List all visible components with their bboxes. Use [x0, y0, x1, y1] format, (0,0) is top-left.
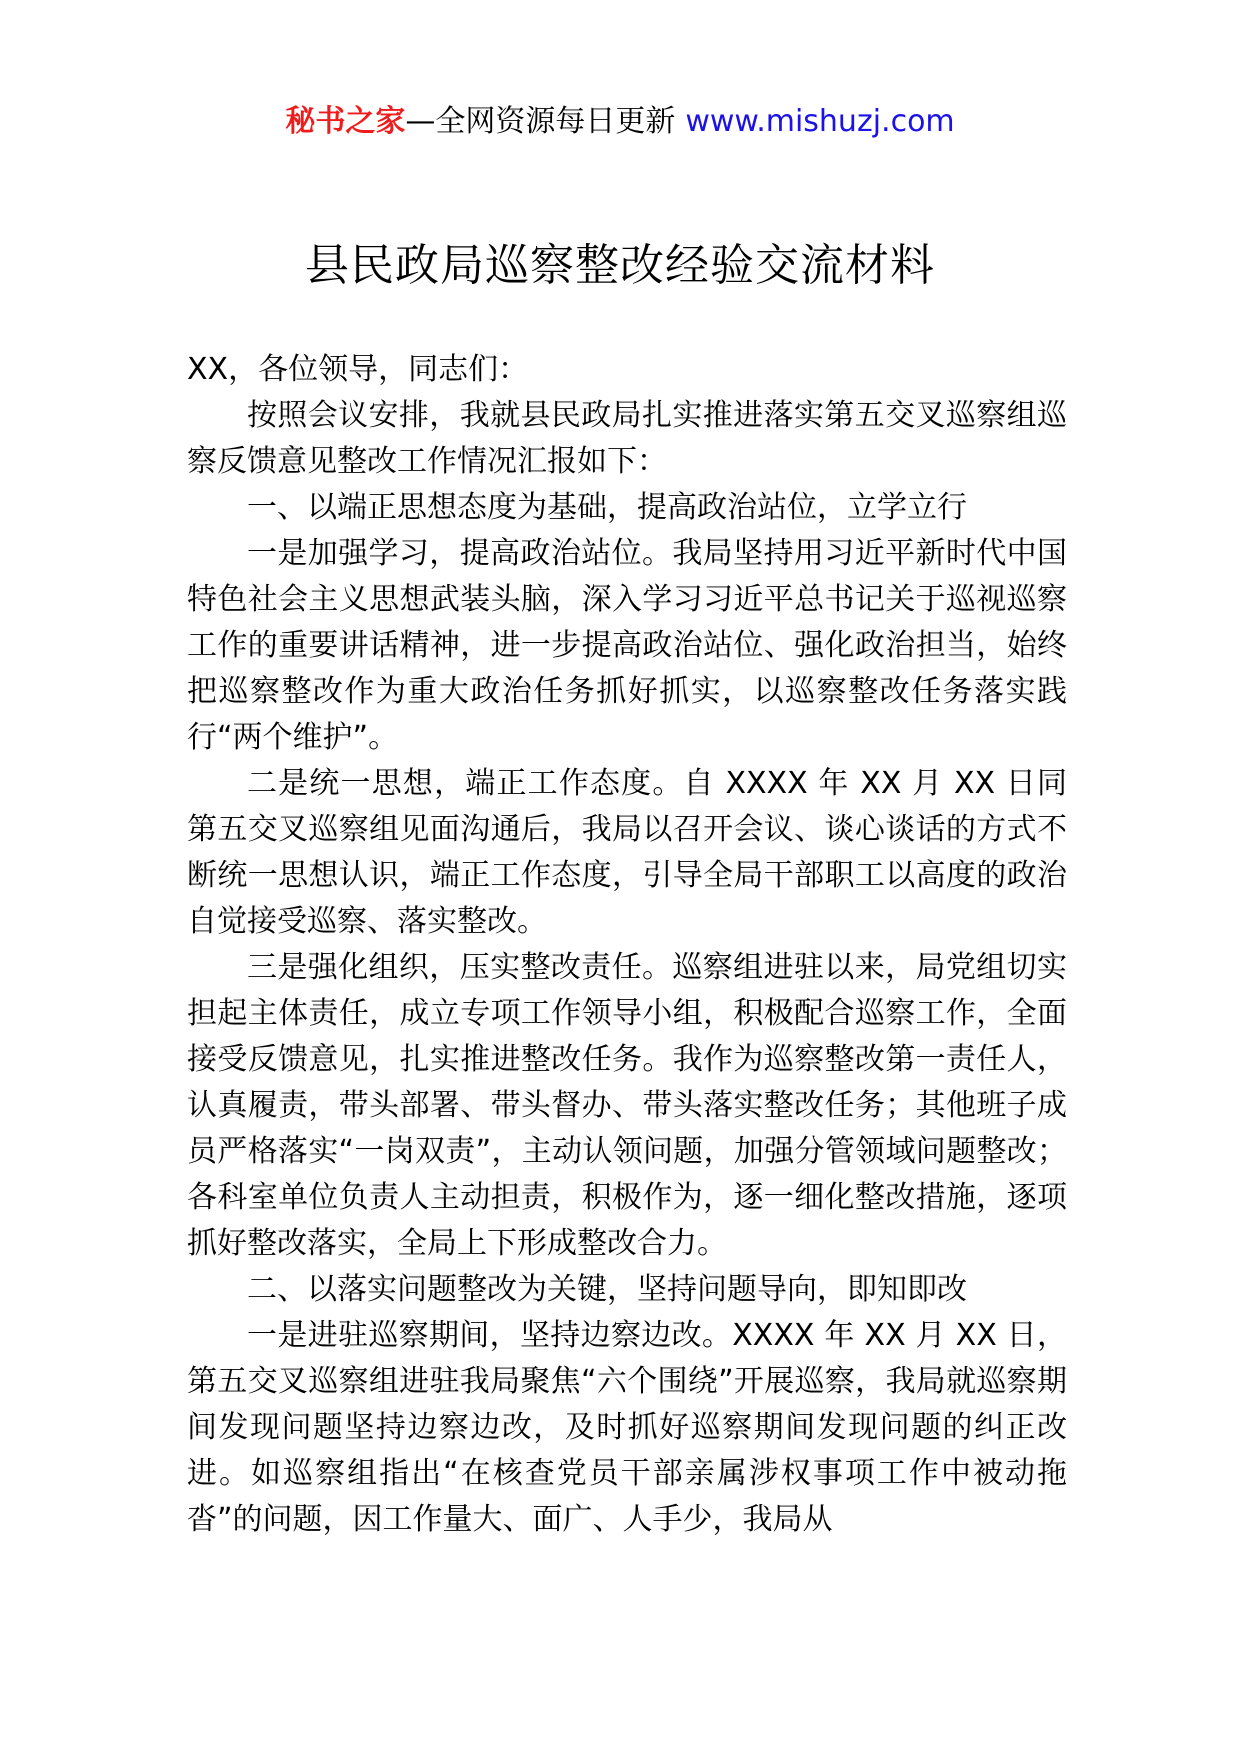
- document-body: [187, 347, 1067, 1543]
- salutation: XX，各位领导，同志们：: [187, 352, 529, 387]
- section-heading-2: 二、以落实问题整改为关键，坚持问题导向，即知即改: [247, 1272, 967, 1307]
- site-url-link[interactable]: www.mishuzj.com: [685, 104, 955, 139]
- brand-name: 秘书之家: [285, 104, 406, 139]
- paragraph: 二是统一思想，端正工作态度。自 XXXX 年 XX 月 XX 日同第五交叉巡察组见面沟通后，我局以召开会议、谈心谈话的方式不断统一思想认识，端正工作态度，引导全局干部职工以高度的政治自觉接受巡察、落实整改。: [187, 766, 1067, 939]
- document-title: 县民政局巡察整改经验交流材料: [305, 240, 935, 291]
- paragraph: 一是加强学习，提高政治站位。我局坚持用习近平新时代中国特色社会主义思想武装头脑，深入学习习近平总书记关于巡视巡察工作的重要讲话精神，进一步提高政治站位、强化政治担当，始终把巡察整改作为重大政治任务抓好抓实，以巡察整改任务落实践行“两个维护”。: [187, 536, 1067, 755]
- paragraph: 一是进驻巡察期间，坚持边察边改。XXXX 年 XX 月 XX 日，第五交叉巡察组进驻我局聚焦“六个围绕”开展巡察，我局就巡察期间发现问题坚持边察边改，及时抓好巡察期间发现问题的纠正改进。如巡察组指出“在核查党员干部亲属涉权事项工作中被动拖沓”的问题，因工作量大、面广、人手少，我局从: [187, 1318, 1067, 1537]
- paragraph-intro: 按照会议安排，我就县民政局扎实推进落实第五交叉巡察组巡察反馈意见整改工作情况汇报如下：: [187, 398, 1067, 479]
- header-tagline: —全网资源每日更新: [405, 104, 676, 139]
- site-header: [0, 100, 1240, 144]
- section-heading-1: 一、以端正思想态度为基础，提高政治站位，立学立行: [247, 490, 967, 525]
- paragraph: 三是强化组织，压实整改责任。巡察组进驻以来，局党组切实担起主体责任，成立专项工作领导小组，积极配合巡察工作，全面接受反馈意见，扎实推进整改任务。我作为巡察整改第一责任人，认真履责，带头部署、带头督办、带头落实整改任务；其他班子成员严格落实“一岗双责”，主动认领问题，加强分管领域问题整改；各科室单位负责人主动担责，积极作为，逐一细化整改措施，逐项抓好整改落实，全局上下形成整改合力。: [187, 950, 1067, 1261]
